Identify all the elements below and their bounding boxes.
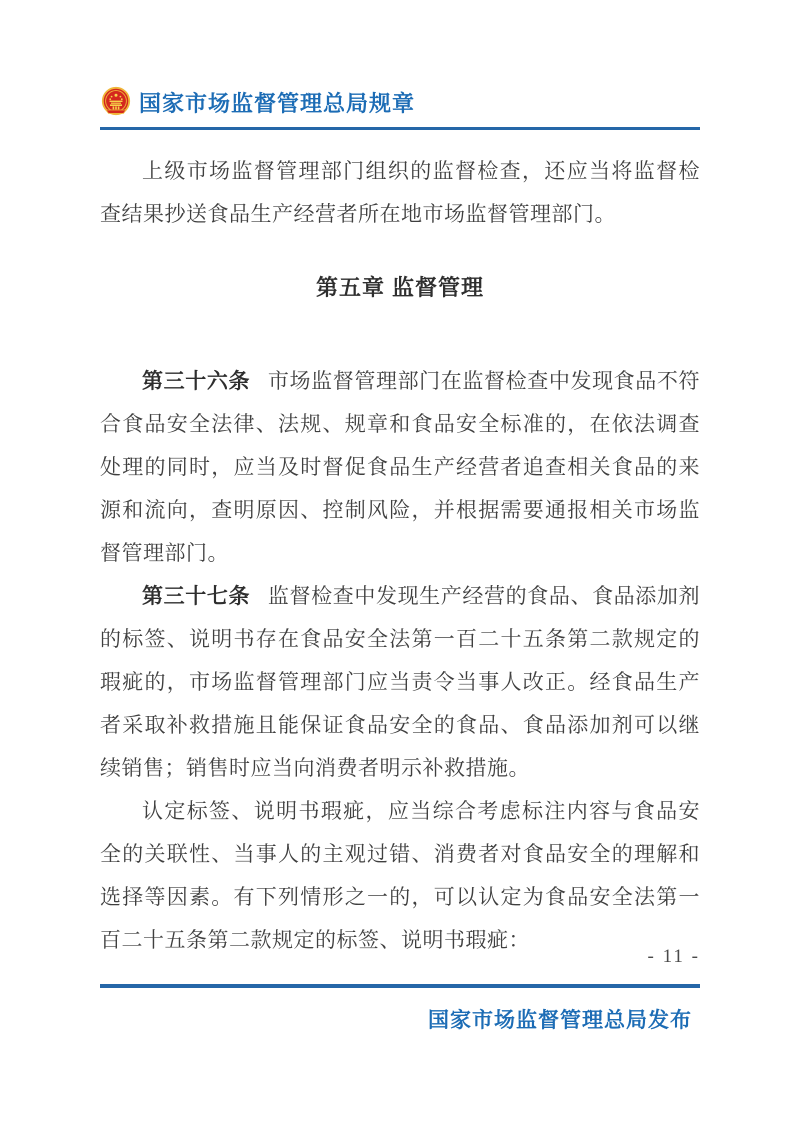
body-paragraph: 第三十七条 监督检查中发现生产经营的食品、食品添加剂的标签、说明书存在食品安全法第一百二十五条第二款规定的瑕疵的，市场监督管理部门应当责令当事人改正。经食品生产者采取补救措施且能保证食品安全的食品、食品添加剂可以继续销售；销售时应当向消费者明示补救措施。 xyxy=(100,584,701,780)
page-number: - 11 - xyxy=(647,946,700,967)
footer-divider xyxy=(100,984,700,988)
article-number: 第三十七条 xyxy=(142,585,251,608)
header-divider xyxy=(100,127,700,130)
publisher-label: 国家市场监督管理总局发布 xyxy=(428,1009,692,1032)
header-brand xyxy=(100,86,700,118)
page-header xyxy=(100,86,700,130)
chapter-heading: 第五章 监督管理 xyxy=(315,275,485,300)
header-title: 国家市场监督管理总局规章 xyxy=(139,90,416,116)
body-paragraph: 第三十六条 市场监督管理部门在监督检查中发现食品不符合食品安全法律、法规、规章和食品安全标准的，在依法调查处理的同时，应当及时督促食品生产经营者追查相关食品的来源和流向，查明原因、控制风险，并根据需要通报相关市场监督管理部门。 xyxy=(100,369,701,565)
national-emblem-icon xyxy=(100,86,132,118)
article-number: 第三十六条 xyxy=(142,370,251,393)
body-paragraph: 认定标签、说明书瑕疵，应当综合考虑标注内容与食品安全的关联性、当事人的主观过错、消费者对食品安全的理解和选择等因素。有下列情形之一的，可以认定为食品安全法第一百二十五条第二款规定的标签、说明书瑕疵： xyxy=(100,799,700,952)
body-paragraph: 上级市场监督管理部门组织的监督检查，还应当将监督检查结果抄送食品生产经营者所在地市场监督管理部门。 xyxy=(100,159,700,226)
document-body xyxy=(100,150,700,962)
